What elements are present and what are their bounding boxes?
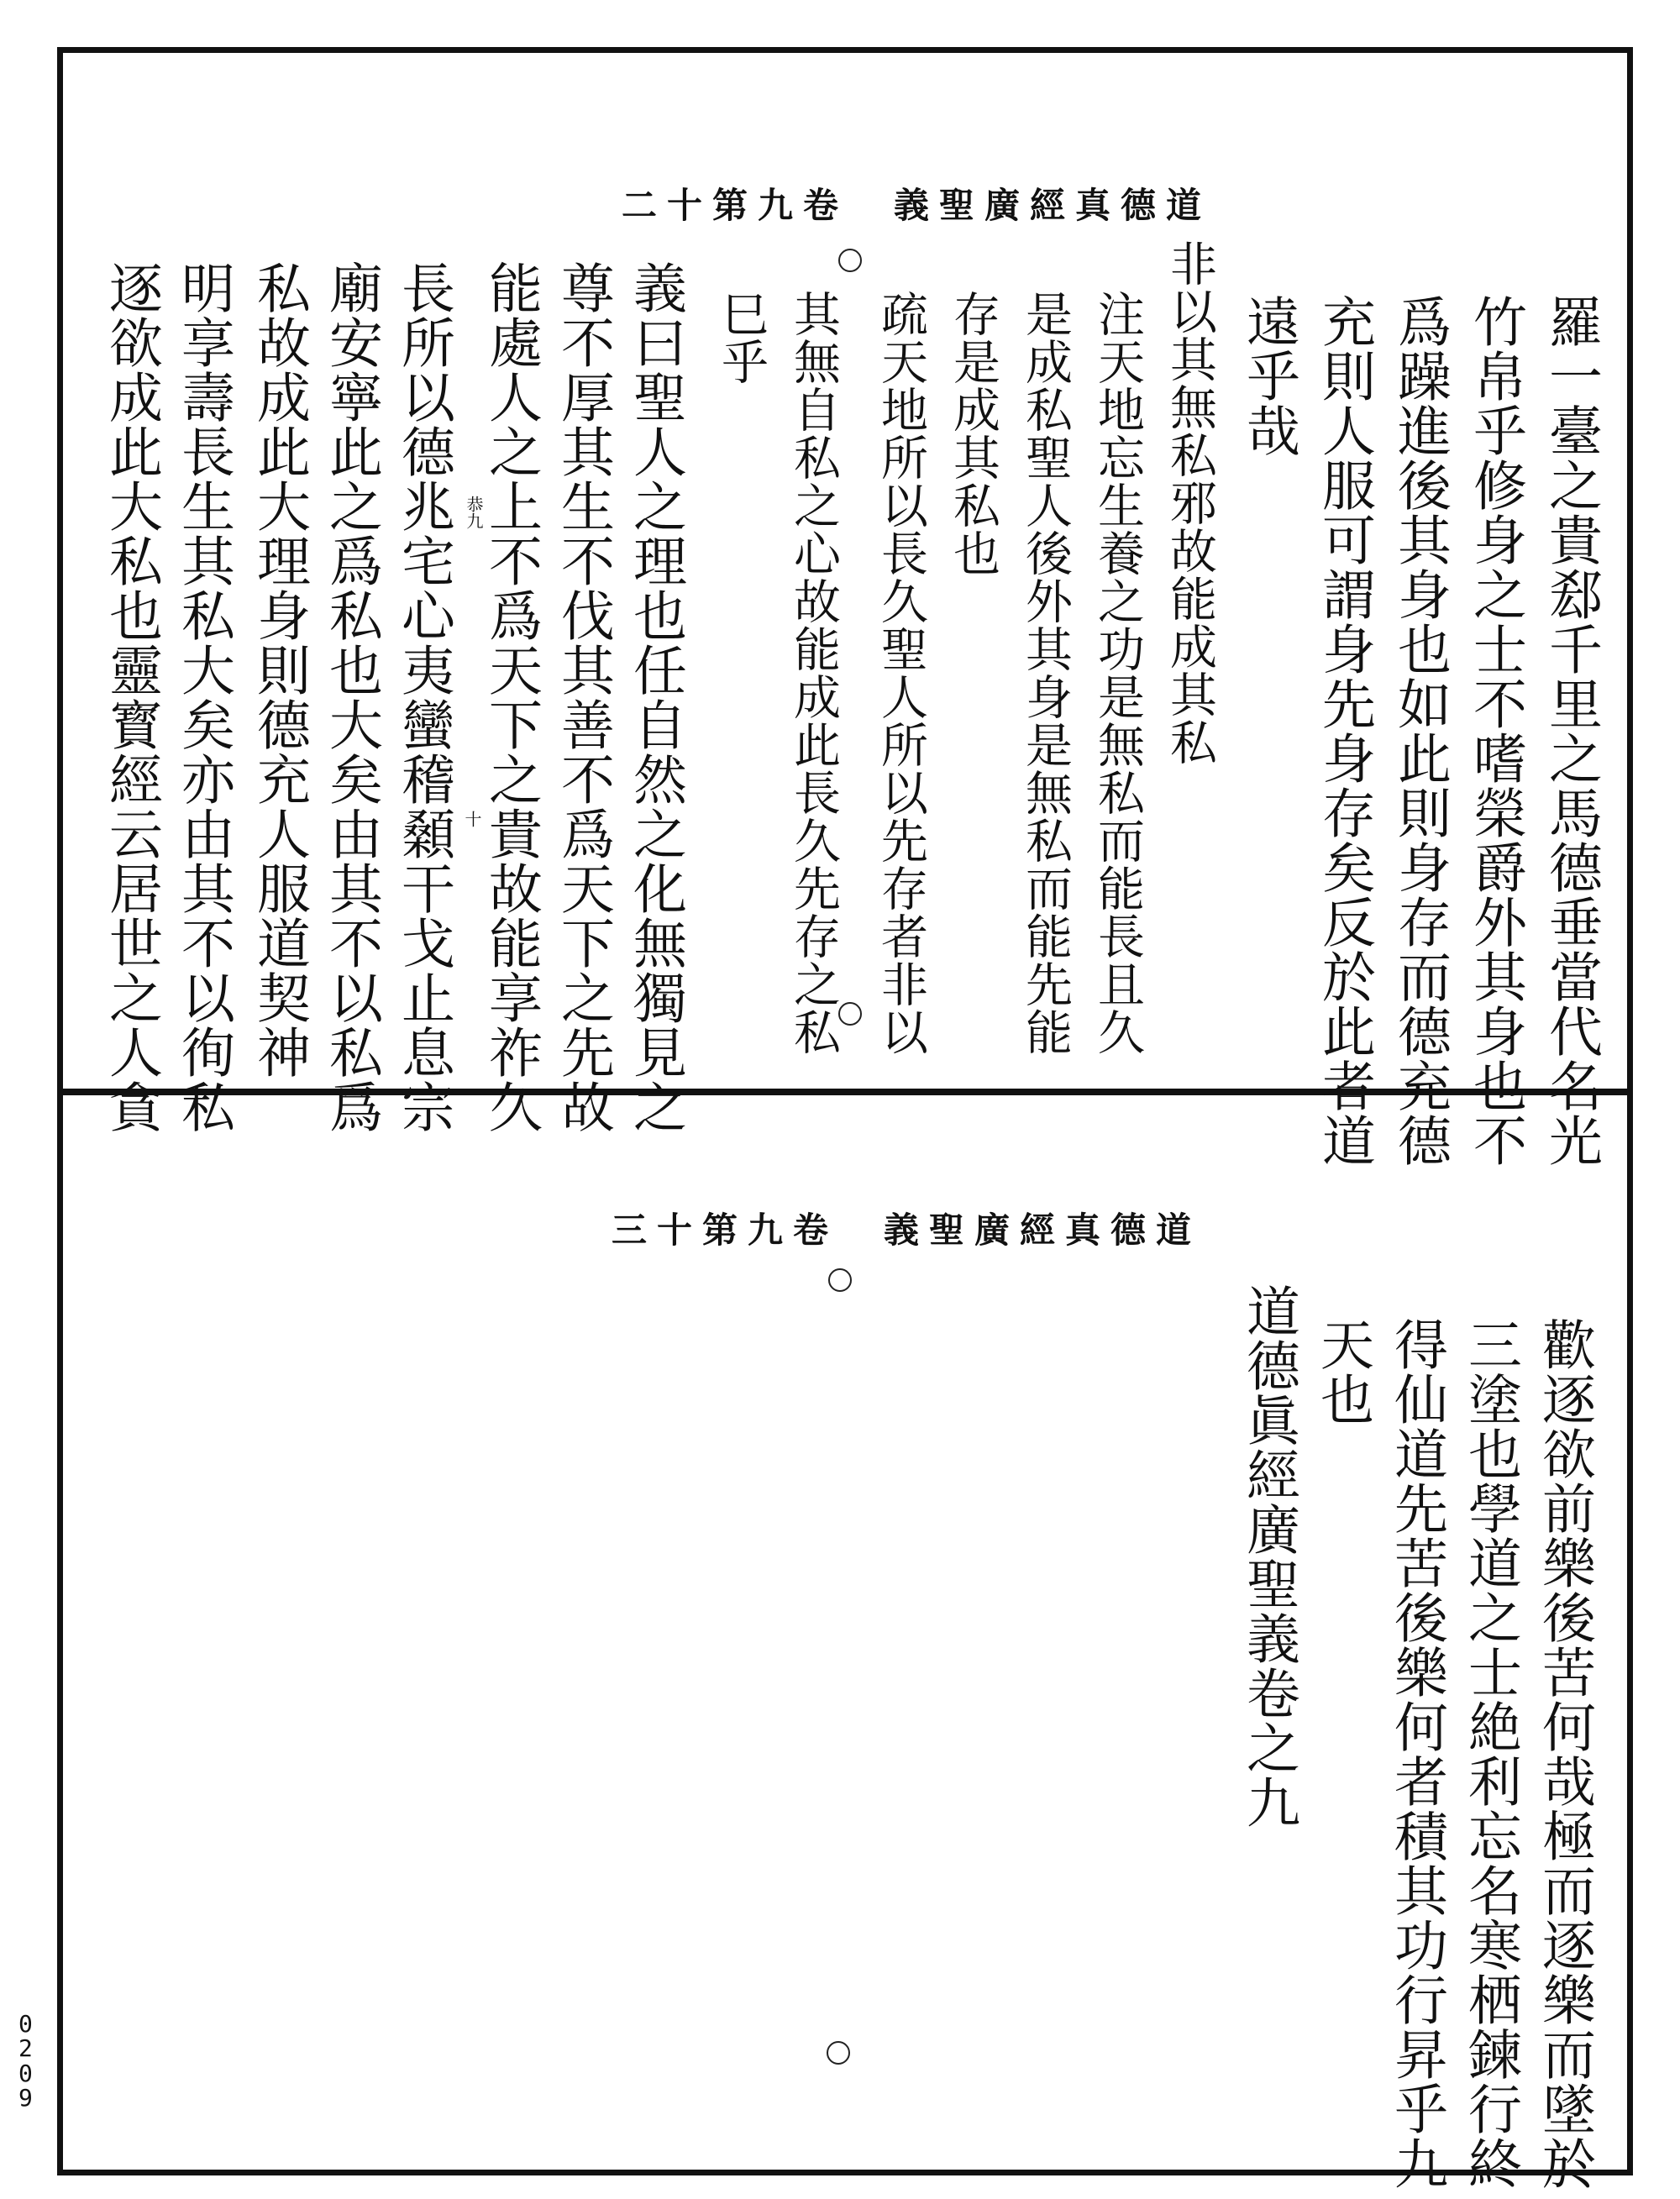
top-text-column-6: 非以其無私邪故能成其私 <box>1163 239 1217 766</box>
bottom-circle-mark <box>828 1268 852 1292</box>
top-margin-annotation: 恭九 <box>464 496 484 529</box>
top-margin-annotation-2: 十 <box>462 811 482 827</box>
top-text-column-3: 爲躁進後其身也如此則身存而德充德 <box>1389 294 1451 1168</box>
top-text-column-16: 長所以德兆宅心夷蠻稽顙干戈止息宗 <box>392 260 454 1134</box>
bottom-text-column-4: 天也 <box>1311 1317 1373 1426</box>
top-text-column-5: 遠乎哉 <box>1237 294 1299 458</box>
page-number: 0209 <box>18 2010 33 2112</box>
top-circle-mark <box>838 249 862 272</box>
top-text-column-18: 私故成此大理身則德充人服道契神 <box>248 260 310 1079</box>
top-text-column-14: 尊不厚其生不伐其善不爲天下之先故 <box>552 260 614 1134</box>
bottom-text-column-5: 道德眞經廣聖義卷之九 <box>1237 1283 1299 1829</box>
top-text-column-9: 存是成其私也 <box>946 290 1000 577</box>
top-text-column-15: 能處人之上不爲天下之貴故能享祚久 <box>480 260 542 1134</box>
top-text-column-2: 竹帛乎修身之士不嗜榮爵外其身也不 <box>1464 294 1526 1168</box>
top-text-column-19: 明享壽長生其私大矣亦由其不以徇私 <box>172 260 234 1134</box>
top-text-column-7: 注天地忘生養之功是無私而能長且久 <box>1090 290 1145 1056</box>
top-text-column-10: 疏天地所以長久聖人所以先存者非以 <box>874 290 928 1056</box>
top-text-column-1: 羅一臺之貴郄千里之馬德垂當代名光 <box>1540 294 1602 1168</box>
top-running-header: 二十第九卷 義聖廣經真德道 <box>622 185 1212 226</box>
top-text-column-17: 廟安寧此之爲私也大矣由其不以私爲 <box>320 260 382 1134</box>
bottom-text-column-2: 三塗也學道之士絶利忘名寒栖鍊行終 <box>1459 1317 1521 2191</box>
bottom-text-column-1: 歡逐欲前樂後苦何哉極而逐樂而墜於 <box>1533 1317 1595 2191</box>
top-text-column-20: 逐欲成此大私也靈寳經云居世之人貪 <box>100 260 162 1134</box>
bottom-circle-mark-2 <box>827 2041 850 2065</box>
top-text-column-4: 充則人服可謂身先身存矣反於此者道 <box>1313 294 1375 1168</box>
top-text-column-13: 義曰聖人之理也任自然之化無獨見之 <box>624 260 686 1134</box>
bottom-text-column-3: 得仙道先苦後樂何者積其功行昇乎九 <box>1385 1317 1447 2191</box>
bottom-running-header: 三十第九卷 義聖廣經真德道 <box>612 1210 1202 1251</box>
top-text-column-12: 巳乎 <box>714 290 769 386</box>
top-text-column-8: 是成私聖人後外其身是無私而能先能 <box>1018 290 1073 1056</box>
top-circle-mark-2 <box>838 1002 862 1026</box>
top-text-column-11: 其無自私之心故能成此長久先存之私 <box>786 290 841 1056</box>
